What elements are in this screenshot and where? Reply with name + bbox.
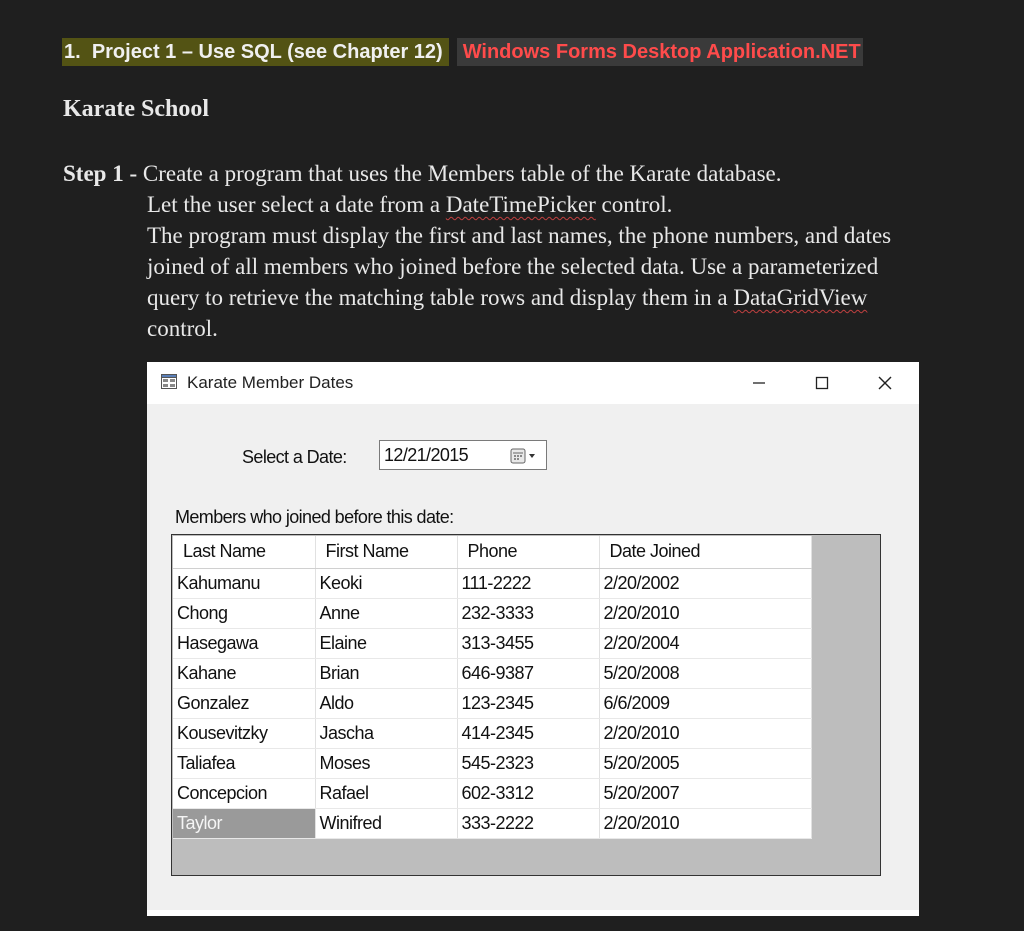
step-line-5-pre: query to retrieve the matching table rows and display them in a [147, 285, 734, 310]
column-header-date-joined[interactable]: Date Joined [599, 536, 811, 568]
table-row[interactable] [173, 568, 811, 598]
close-icon[interactable] [870, 370, 900, 396]
step-line-4: joined of all members who joined before the selected data. Use a parameterized [147, 254, 879, 279]
cell-date-joined[interactable]: 2/20/2010 [599, 598, 811, 628]
cell-last-name[interactable]: Kahumanu [173, 568, 315, 598]
grid-caption-label: Members who joined before this date: [175, 507, 454, 527]
step-line-5 [63, 282, 993, 313]
datagridview-term: DataGridView [733, 285, 868, 310]
column-header-phone[interactable]: Phone [457, 536, 599, 568]
heading-number-title [62, 38, 449, 66]
cell-date-joined[interactable]: 2/20/2002 [599, 568, 811, 598]
table-row[interactable] [173, 808, 811, 838]
cell-last-name[interactable]: Kahane [173, 658, 315, 688]
cell-phone[interactable]: 545-2323 [457, 748, 599, 778]
heading-number: 1. [64, 41, 81, 63]
step-label: Step 1 - [63, 161, 138, 186]
cell-date-joined[interactable]: 5/20/2005 [599, 748, 811, 778]
column-header-last-name[interactable]: Last Name [173, 536, 315, 568]
column-header-first-name[interactable]: First Name [315, 536, 457, 568]
cell-date-joined[interactable]: 5/20/2008 [599, 658, 811, 688]
cell-first-name[interactable]: Moses [315, 748, 457, 778]
step-line-2-pre: Let the user select a date from a [147, 192, 446, 217]
cell-last-name[interactable]: Concepcion [173, 778, 315, 808]
cell-first-name[interactable]: Rafael [315, 778, 457, 808]
date-time-picker[interactable] [379, 440, 547, 470]
step-line-3: The program must display the first and last names, the phone numbers, and dates [147, 223, 892, 248]
table-row[interactable] [173, 628, 811, 658]
cell-last-name[interactable]: Gonzalez [173, 688, 315, 718]
app-form-icon [161, 374, 177, 389]
date-picker-value: 12/21/2015 [384, 445, 469, 465]
step-line-2 [63, 189, 993, 220]
step-instructions [63, 158, 993, 344]
select-date-label: Select a Date: [242, 447, 347, 467]
table-row[interactable] [173, 688, 811, 718]
cell-phone[interactable]: 123-2345 [457, 688, 599, 718]
cell-last-name[interactable]: Taliafea [173, 748, 315, 778]
cell-first-name[interactable]: Jascha [315, 718, 457, 748]
cell-date-joined[interactable]: 6/6/2009 [599, 688, 811, 718]
table-row[interactable] [173, 598, 811, 628]
cell-date-joined[interactable]: 2/20/2004 [599, 628, 811, 658]
cell-phone[interactable]: 333-2222 [457, 808, 599, 838]
minimize-icon[interactable] [744, 370, 774, 396]
cell-first-name[interactable]: Winifred [315, 808, 457, 838]
window-titlebar[interactable] [147, 362, 919, 404]
maximize-icon[interactable] [807, 370, 837, 396]
karate-member-dates-window [147, 362, 919, 916]
calendar-dropdown-icon[interactable] [510, 448, 540, 469]
cell-first-name[interactable]: Brian [315, 658, 457, 688]
cell-phone[interactable]: 414-2345 [457, 718, 599, 748]
members-table [173, 536, 812, 839]
table-row[interactable] [173, 778, 811, 808]
step-line-1-text: Create a program that uses the Members table of the Karate database. [142, 161, 782, 186]
step-line-1 [63, 158, 993, 189]
cell-phone[interactable]: 313-3455 [457, 628, 599, 658]
datetimepicker-term: DateTimePicker [445, 192, 596, 217]
cell-phone[interactable]: 111-2222 [457, 568, 599, 598]
cell-first-name[interactable]: Keoki [315, 568, 457, 598]
cell-last-name-selected[interactable]: Taylor [173, 808, 315, 838]
cell-date-joined[interactable]: 2/20/2010 [599, 718, 811, 748]
members-datagridview[interactable] [171, 534, 881, 876]
cell-last-name[interactable]: Chong [173, 598, 315, 628]
heading-platform: Windows Forms Desktop Application.NET [457, 38, 863, 66]
table-header-row [173, 536, 811, 568]
heading-project: Project 1 – Use SQL (see Chapter 12) [91, 41, 443, 63]
cell-phone[interactable]: 232-3333 [457, 598, 599, 628]
cell-first-name[interactable]: Anne [315, 598, 457, 628]
table-row[interactable] [173, 718, 811, 748]
cell-first-name[interactable]: Aldo [315, 688, 457, 718]
school-title: Karate School [63, 96, 209, 122]
table-row[interactable] [173, 658, 811, 688]
cell-date-joined[interactable]: 2/20/2010 [599, 808, 811, 838]
cell-date-joined[interactable]: 5/20/2007 [599, 778, 811, 808]
window-bottom-edge [147, 910, 919, 916]
project-heading [62, 38, 863, 66]
cell-phone[interactable]: 646-9387 [457, 658, 599, 688]
cell-last-name[interactable]: Kousevitzky [173, 718, 315, 748]
window-title: Karate Member Dates [187, 373, 354, 392]
cell-last-name[interactable]: Hasegawa [173, 628, 315, 658]
cell-phone[interactable]: 602-3312 [457, 778, 599, 808]
step-line-6: control. [147, 316, 218, 341]
step-line-2-post: control. [595, 192, 673, 217]
table-row[interactable] [173, 748, 811, 778]
cell-first-name[interactable]: Elaine [315, 628, 457, 658]
